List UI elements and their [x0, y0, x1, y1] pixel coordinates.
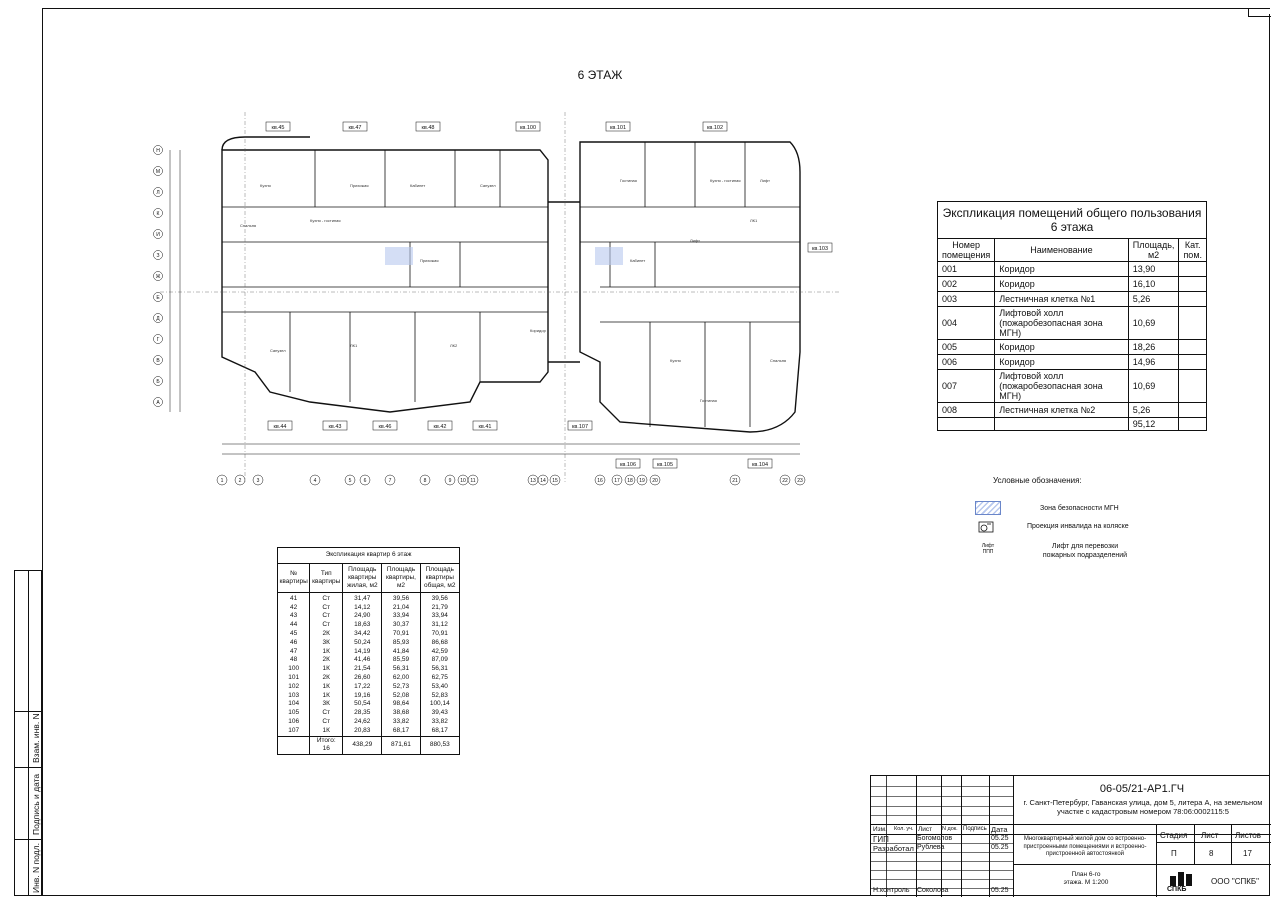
- apartment-cell: Ст: [310, 592, 343, 603]
- explication-row: [938, 262, 1207, 277]
- apartment-cell: 38,68: [382, 709, 420, 718]
- stamp-date-normcontrol: 05.25: [991, 887, 1009, 894]
- apartment-label: кв.101: [609, 125, 627, 131]
- room-label: Санузел: [270, 348, 286, 353]
- apartment-cell: 18,63: [343, 621, 382, 630]
- stamp-date-gip: 05.25: [991, 835, 1009, 842]
- axis-label: 22: [782, 478, 788, 484]
- apartment-cell: 1К: [310, 648, 343, 657]
- col-total-area: Площадь квартиры общая, м2: [420, 563, 459, 592]
- explication-num: 006: [938, 355, 995, 370]
- axis-label: 3: [256, 478, 260, 484]
- stamp-date-developer: 05.25: [991, 844, 1009, 851]
- col-apt-area: Площадь квартиры, м2: [382, 563, 420, 592]
- apartment-cell: 52,73: [382, 683, 420, 692]
- room-label: Санузел: [480, 183, 496, 188]
- explication-num: 004: [938, 307, 995, 340]
- side-label-signature-date: Подпись и дата: [31, 773, 41, 835]
- apartment-row: [278, 674, 460, 683]
- apartment-row: [278, 612, 460, 621]
- room-label: Коридор: [530, 328, 546, 333]
- room-label: Прихожая: [420, 258, 439, 263]
- apartment-cell: 46: [278, 639, 310, 648]
- row-axis-label: Д: [156, 316, 160, 322]
- axis-label: 18: [627, 478, 633, 484]
- apartment-cell: Ст: [310, 604, 343, 613]
- stamp-company: ООО "СПКБ": [1211, 877, 1260, 886]
- col-area: Площадь, м2: [1128, 239, 1179, 262]
- explication-num: 001: [938, 262, 995, 277]
- apartment-cell: 98,64: [382, 700, 420, 709]
- explication-area: 10,69: [1128, 370, 1179, 403]
- explication-area: 14,96: [1128, 355, 1179, 370]
- stamp-name-normcontrol: Соколова: [917, 887, 949, 894]
- explication-num: 008: [938, 403, 995, 418]
- explication-row: [938, 307, 1207, 340]
- apartment-cell: 62,00: [382, 674, 420, 683]
- explication-cat: [1179, 340, 1207, 355]
- apartment-label: кв.104: [751, 462, 769, 468]
- apartment-row: [278, 700, 460, 709]
- explication-row: [938, 340, 1207, 355]
- dimension-lines: [170, 150, 800, 454]
- apartment-label: кв.107: [571, 424, 589, 430]
- apartment-cell: 31,12: [420, 621, 459, 630]
- stamp-header-izm: Изм.: [873, 826, 887, 833]
- apartment-cell: 101: [278, 674, 310, 683]
- apt-total-living: 438,29: [343, 736, 382, 755]
- col-apt-number: № квартиры: [278, 563, 310, 592]
- explication-row: [938, 292, 1207, 307]
- stamp-role-normcontrol: Н.контроль: [873, 887, 910, 894]
- legend-title: Условные обозначения:: [993, 476, 1082, 485]
- axis-label: 2: [238, 478, 242, 484]
- legend-item-wheelchair: Проекция инвалида на коляске: [1027, 523, 1129, 530]
- row-axis-label: М: [155, 169, 161, 175]
- stamp-header-list: Лист: [918, 826, 933, 833]
- apartment-cell: 33,94: [382, 612, 420, 621]
- spkb-logo-text: СПКБ: [1167, 886, 1187, 893]
- explication-row: [938, 355, 1207, 370]
- room-label: Кабинет: [630, 258, 646, 263]
- room-label: Гостиная: [700, 398, 717, 403]
- row-axis-label: К: [156, 211, 160, 217]
- apartment-label: кв.102: [706, 125, 724, 131]
- row-axis-label: А: [156, 400, 160, 406]
- explication-num: 003: [938, 292, 995, 307]
- stamp-header-ndok: N док.: [942, 826, 958, 832]
- apartment-cell: 2К: [310, 630, 343, 639]
- apartment-cell: 85,93: [382, 639, 420, 648]
- drawing-title: 6 ЭТАЖ: [577, 68, 623, 82]
- apartment-cell: 1К: [310, 683, 343, 692]
- explication-name: Коридор: [995, 355, 1129, 370]
- stamp-stage-header: Стадия: [1160, 831, 1188, 840]
- row-axis-label: Г: [156, 337, 160, 343]
- lift-ppp-symbol: Лифт ППП: [981, 543, 995, 555]
- axis-label: 1: [220, 478, 224, 484]
- row-axis-label: В: [156, 358, 160, 364]
- stamp-sheet-header: Лист: [1201, 831, 1219, 840]
- axis-label: 7: [388, 478, 392, 484]
- apartment-cell: 100,14: [420, 700, 459, 709]
- apartment-row: [278, 630, 460, 639]
- row-axis-label: Н: [156, 148, 160, 154]
- axis-label: 9: [448, 478, 452, 484]
- apartment-cell: 53,40: [420, 683, 459, 692]
- apartment-label: кв.42: [433, 424, 447, 430]
- room-label: Кухня: [260, 183, 271, 188]
- explication-total: 95,12: [1128, 418, 1179, 431]
- apartment-cell: 39,56: [382, 592, 420, 603]
- apartment-row: [278, 592, 460, 603]
- apartment-cell: 62,75: [420, 674, 459, 683]
- apartments-table: [277, 547, 460, 755]
- axis-label: 16: [597, 478, 603, 484]
- apartment-label: кв.45: [271, 125, 285, 131]
- room-label: ЛК1: [350, 343, 358, 348]
- apartment-cell: 42,59: [420, 648, 459, 657]
- apartment-cell: 33,82: [382, 718, 420, 727]
- explication-num: 002: [938, 277, 995, 292]
- sheet-corner-mark: [1248, 8, 1271, 17]
- apartment-cell: 86,68: [420, 639, 459, 648]
- apartment-cell: 103: [278, 692, 310, 701]
- stamp-sheet-value: 8: [1209, 849, 1214, 858]
- apartment-cell: 28,35: [343, 709, 382, 718]
- apartment-cell: 42: [278, 604, 310, 613]
- apartment-row: [278, 639, 460, 648]
- apartment-label: кв.47: [348, 125, 362, 131]
- apartment-row: [278, 656, 460, 665]
- wheelchair-icon: [978, 521, 994, 533]
- apartment-cell: 20,83: [343, 727, 382, 736]
- apartment-cell: 44: [278, 621, 310, 630]
- room-label: Спальня: [770, 358, 787, 363]
- axis-label: 13: [530, 478, 536, 484]
- explication-row: [938, 370, 1207, 403]
- explication-num: 007: [938, 370, 995, 403]
- apartment-cell: 24,62: [343, 718, 382, 727]
- stamp-sheets-value: 17: [1243, 849, 1252, 858]
- title-block: [870, 775, 1270, 896]
- sheet-right-border: [1269, 14, 1270, 896]
- stamp-header-date: Дата: [991, 825, 1008, 834]
- apartment-row: [278, 727, 460, 736]
- row-axis-label: З: [156, 253, 160, 259]
- apartment-cell: 14,12: [343, 604, 382, 613]
- apartment-label: кв.48: [421, 125, 435, 131]
- apartment-row: [278, 709, 460, 718]
- apartment-cell: 1К: [310, 727, 343, 736]
- stamp-header-signature: Подпись: [963, 826, 987, 832]
- apartment-row: [278, 648, 460, 657]
- axis-label: 5: [348, 478, 352, 484]
- apartment-row: [278, 718, 460, 727]
- stamp-project-name: Многоквартирный жилой дом со встроенно-пристроенными помещениями и встроенно-пристроенной автостоянкой: [1023, 836, 1147, 857]
- spkb-logo-icon: [1168, 870, 1198, 886]
- apartment-cell: 41,46: [343, 656, 382, 665]
- col-living-area: Площадь квартиры жилая, м2: [343, 563, 382, 592]
- apartment-row: [278, 665, 460, 674]
- room-label: Лифт: [690, 238, 700, 243]
- apartment-cell: 52,83: [420, 692, 459, 701]
- stamp-role-developer: Разработал: [873, 844, 914, 853]
- stamp-sheets-header: Листов: [1235, 831, 1261, 840]
- stamp-name-developer: Рублева: [917, 844, 945, 851]
- explication-name: Лифтовой холл (пожаробезопасная зона МГН): [995, 307, 1129, 340]
- stamp-header-kol: Кол. уч.: [894, 826, 914, 832]
- apartment-cell: 33,82: [420, 718, 459, 727]
- explication-name: Лифтовой холл (пожаробезопасная зона МГН): [995, 370, 1129, 403]
- apartment-cell: 1К: [310, 665, 343, 674]
- apartment-row: [278, 604, 460, 613]
- explication-cat: [1179, 277, 1207, 292]
- room-label: ЛК2: [450, 343, 458, 348]
- apartment-cell: 50,24: [343, 639, 382, 648]
- apartment-row: [278, 683, 460, 692]
- stamp-sheet-name: План 6-го этажа. М 1:200: [1063, 871, 1109, 886]
- explication-cat: [1179, 262, 1207, 277]
- floor-plan-drawing: [150, 112, 840, 492]
- explication-num: 005: [938, 340, 995, 355]
- room-label: Лифт: [760, 178, 770, 183]
- explication-name: Лестничная клетка №2: [995, 403, 1129, 418]
- mgn-zone-swatch: [975, 501, 1001, 515]
- apartment-cell: 102: [278, 683, 310, 692]
- row-axis-label: И: [156, 232, 160, 238]
- explication-area: 13,90: [1128, 262, 1179, 277]
- apartment-cell: 104: [278, 700, 310, 709]
- apartment-cell: 30,37: [382, 621, 420, 630]
- apartment-cell: 21,04: [382, 604, 420, 613]
- apartment-cell: 68,17: [382, 727, 420, 736]
- apartment-cell: 56,31: [420, 665, 459, 674]
- apartment-cell: Ст: [310, 612, 343, 621]
- room-label: Кухня - гостиная: [310, 218, 341, 223]
- apartment-cell: 39,56: [420, 592, 459, 603]
- row-axis-label: Б: [156, 379, 160, 385]
- apt-total-area: 871,61: [382, 736, 420, 755]
- axis-label: 4: [313, 478, 317, 484]
- axis-label: 6: [363, 478, 367, 484]
- apartment-cell: 21,54: [343, 665, 382, 674]
- legend-item-mgn: Зона безопасности МГН: [1040, 505, 1119, 512]
- apartment-cell: 21,79: [420, 604, 459, 613]
- explication-name: Коридор: [995, 262, 1129, 277]
- explication-area: 10,69: [1128, 307, 1179, 340]
- apartment-cell: 106: [278, 718, 310, 727]
- apartment-cell: 107: [278, 727, 310, 736]
- apartment-cell: 70,91: [382, 630, 420, 639]
- apartment-label: кв.106: [619, 462, 637, 468]
- explication-row: [938, 277, 1207, 292]
- explication-cat: [1179, 307, 1207, 340]
- apartment-cell: 14,19: [343, 648, 382, 657]
- apartment-cell: 47: [278, 648, 310, 657]
- explication-cat: [1179, 355, 1207, 370]
- room-label: Спальня: [240, 223, 257, 228]
- apartment-cell: 26,60: [343, 674, 382, 683]
- explication-title: Экспликация помещений общего пользования 6 этажа: [938, 202, 1207, 239]
- room-label: ЛК1: [750, 218, 758, 223]
- apartment-cell: 24,90: [343, 612, 382, 621]
- apartment-row: [278, 621, 460, 630]
- axis-label: 10: [460, 478, 466, 484]
- col-category: Кат. пом.: [1179, 239, 1207, 262]
- side-approval-strip: [14, 570, 42, 896]
- room-label: Кабинет: [410, 183, 426, 188]
- apartment-cell: Ст: [310, 718, 343, 727]
- row-axis-label: Л: [156, 190, 160, 196]
- apartment-cell: 45: [278, 630, 310, 639]
- axis-label: 19: [639, 478, 645, 484]
- apartment-cell: 41,84: [382, 648, 420, 657]
- row-axis-label: Ж: [155, 274, 161, 280]
- apartment-cell: 1К: [310, 692, 343, 701]
- explication-table: [937, 201, 1207, 431]
- explication-name: Коридор: [995, 340, 1129, 355]
- apartment-cell: Ст: [310, 709, 343, 718]
- room-label: Кухня: [670, 358, 681, 363]
- col-number: Номер помещения: [938, 239, 995, 262]
- apartment-label: кв.103: [811, 246, 829, 252]
- explication-area: 16,10: [1128, 277, 1179, 292]
- stamp-code: 06-05/21-АР1.ГЧ: [1099, 783, 1185, 795]
- axis-label: 21: [732, 478, 738, 484]
- apartment-label: кв.43: [328, 424, 342, 430]
- room-label: Кухня - гостиная: [710, 178, 741, 183]
- room-label: Прихожая: [350, 183, 369, 188]
- apartment-cell: 68,17: [420, 727, 459, 736]
- apartment-cell: 39,43: [420, 709, 459, 718]
- legend-item-lift: Лифт для перевозки пожарных подразделений: [1042, 543, 1128, 559]
- explication-area: 5,26: [1128, 292, 1179, 307]
- explication-name: Коридор: [995, 277, 1129, 292]
- apt-total-general: 880,53: [420, 736, 459, 755]
- apartment-cell: 48: [278, 656, 310, 665]
- explication-cat: [1179, 370, 1207, 403]
- apartment-label: кв.44: [273, 424, 287, 430]
- axis-label: 23: [797, 478, 803, 484]
- stamp-stage-value: П: [1171, 849, 1177, 858]
- axis-label: 15: [552, 478, 558, 484]
- explication-cat: [1179, 292, 1207, 307]
- apartment-cell: 70,91: [420, 630, 459, 639]
- apartment-cell: 17,22: [343, 683, 382, 692]
- apartment-cell: 3К: [310, 700, 343, 709]
- apartment-cell: 33,94: [420, 612, 459, 621]
- stamp-role-gip: ГИП: [873, 835, 889, 844]
- apartment-cell: 43: [278, 612, 310, 621]
- explication-cat: [1179, 403, 1207, 418]
- apartment-cell: 100: [278, 665, 310, 674]
- inner-walls: [222, 142, 800, 427]
- apartment-label: кв.100: [519, 125, 537, 131]
- apartment-label: кв.105: [656, 462, 674, 468]
- stamp-name-gip: Богомолов: [917, 835, 953, 842]
- apartment-cell: 19,16: [343, 692, 382, 701]
- apartment-cell: 2К: [310, 656, 343, 665]
- explication-row: [938, 403, 1207, 418]
- apartment-cell: 105: [278, 709, 310, 718]
- apartment-cell: 34,42: [343, 630, 382, 639]
- apartment-cell: 41: [278, 592, 310, 603]
- axis-label: 17: [614, 478, 620, 484]
- apartment-cell: 2К: [310, 674, 343, 683]
- axis-label: 20: [652, 478, 658, 484]
- apartments-table-title: Экспликация квартир 6 этаж: [278, 548, 460, 564]
- explication-area: 5,26: [1128, 403, 1179, 418]
- apartment-cell: 56,31: [382, 665, 420, 674]
- apt-total-count: Итого: 16: [310, 736, 343, 755]
- axis-label: 8: [423, 478, 427, 484]
- col-name: Наименование: [995, 239, 1129, 262]
- apartment-cell: 50,54: [343, 700, 382, 709]
- row-axis-label: Е: [156, 295, 160, 301]
- col-apt-type: Тип квартиры: [310, 563, 343, 592]
- apartment-cell: Ст: [310, 621, 343, 630]
- room-label: Гостиная: [620, 178, 637, 183]
- apartment-row: [278, 692, 460, 701]
- apartment-label: кв.46: [378, 424, 392, 430]
- side-label-vzam-inv: Взам. инв. N: [31, 713, 41, 763]
- apartment-cell: 3К: [310, 639, 343, 648]
- axis-label: 14: [540, 478, 546, 484]
- apartment-label: кв.41: [478, 424, 492, 430]
- explication-area: 18,26: [1128, 340, 1179, 355]
- apartment-cell: 31,47: [343, 592, 382, 603]
- apartment-cell: 87,09: [420, 656, 459, 665]
- side-label-inv-podl: Инв. N подл.: [31, 843, 41, 893]
- apartment-cell: 52,08: [382, 692, 420, 701]
- apartment-cell: 85,59: [382, 656, 420, 665]
- axis-label: 11: [470, 478, 476, 484]
- explication-name: Лестничная клетка №1: [995, 292, 1129, 307]
- stamp-address: г. Санкт-Петербург, Гаванская улица, дом 5, литера А, на земельном участке с кадастровым номером 78:06:0002115:5: [1023, 798, 1263, 816]
